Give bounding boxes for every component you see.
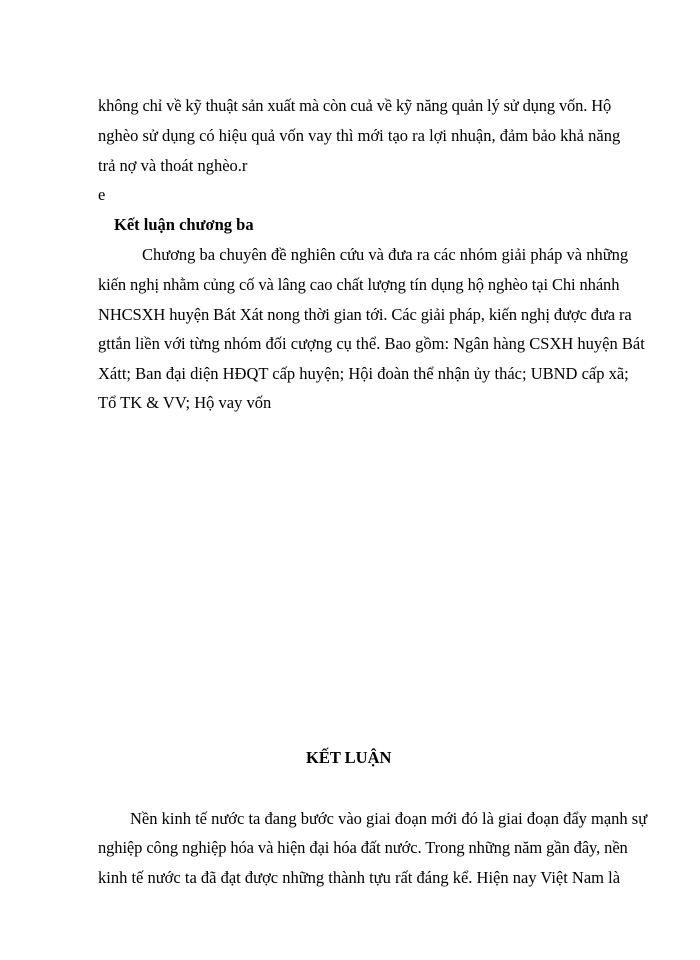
stray-character: e	[98, 185, 106, 204]
body-line: NHCSXH huyện Bát Xát nong thời gian tới. Các giải pháp, kiến nghị được đưa ra	[98, 305, 632, 324]
chapter-conclusion-heading: Kết luận chương ba	[114, 215, 254, 234]
body-line: Nền kinh tế nước ta đang bước vào giai đoạn mới đó là giai đoạn đẩy mạnh sự	[130, 809, 648, 828]
body-line: không chỉ về kỹ thuật sản xuất mà còn cuả về kỹ năng quản lý sử dụng vốn. Hộ	[98, 96, 612, 115]
body-line: Xátt; Ban đại diện HĐQT cấp huyện; Hội đoàn thể nhận ủy thác; UBND cấp xã;	[98, 364, 629, 383]
body-line: nghiệp công nghiệp hóa và hiện đại hóa đất nước. Trong những năm gần đây, nền	[98, 838, 628, 857]
body-line: kiến nghị nhằm củng cố và lâng cao chất lượng tín dụng hộ nghèo tại Chi nhánh	[98, 275, 620, 294]
body-line: nghèo sử dụng có hiệu quả vốn vay thì mới tạo ra lợi nhuận, đảm bảo khả năng	[98, 126, 621, 145]
body-line: gttắn liền với từng nhóm đối cượng cụ thể. Bao gồm: Ngân hàng CSXH huyện Bát	[98, 334, 645, 353]
body-line: trả nợ và thoát nghèo.r	[98, 156, 248, 175]
body-line: kinh tế nước ta đã đạt được những thành tựu rất đáng kể. Hiện nay Việt Nam là	[98, 868, 621, 887]
body-line: Chương ba chuyên đề nghiên cứu và đưa ra các nhóm giải pháp và những	[142, 245, 629, 264]
conclusion-heading: KẾT LUẬN	[306, 748, 392, 767]
body-line: Tổ TK & VV; Hộ vay vốn	[98, 393, 272, 412]
